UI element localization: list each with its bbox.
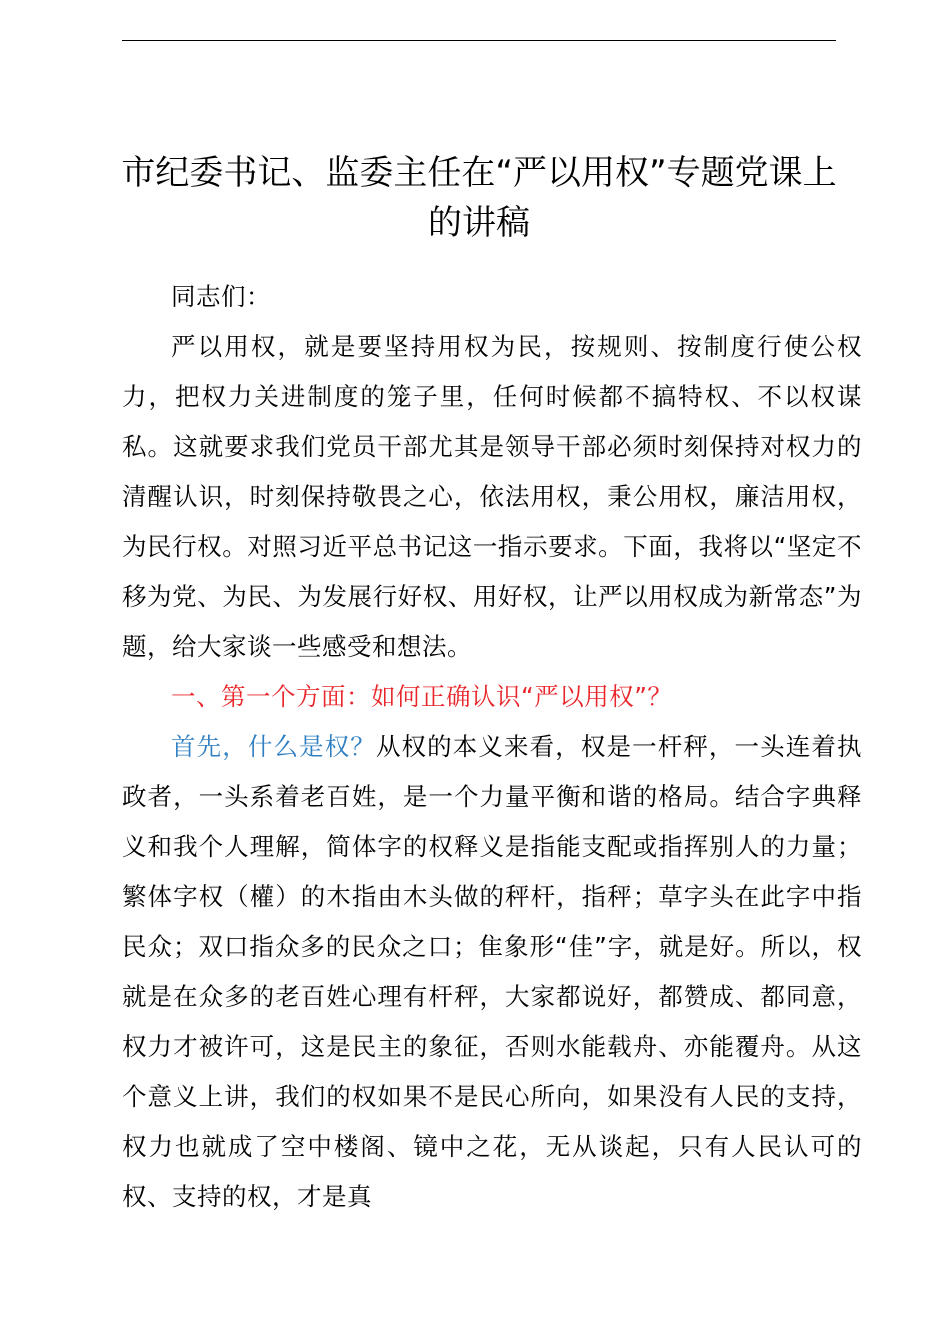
document-body [122,272,862,1222]
paragraph-1: 严以用权，就是要坚持用权为民，按规则、按制度行使公权力，把权力关进制度的笼子里，任何时候都不搞特权、不以权谋私。这就要求我们党员干部尤其是领导干部必须时刻保持对权力的清醒认识，时刻保持敬畏之心，依法用权，秉公用权，廉洁用权，为民行权。对照习近平总书记这一指示要求。下面，我将以“坚定不移为党、为民、为发展行好权、用好权，让严以用权成为新常态”为题，给大家谈一些感受和想法。 [122,332,862,661]
section-1-heading: 一、第一个方面：如何正确认识“严以用权”？ [171,682,673,711]
paragraph-2 [122,722,862,1222]
paragraph-2-lead: 首先，什么是权？ [171,732,376,761]
document-title: 市纪委书记、监委主任在“严以用权”专题党课上的讲稿 [121,153,837,243]
salutation: 同志们： [171,282,271,311]
header-rule [122,40,836,41]
paragraph-2-body: 从权的本义来看，权是一杆秤，一头连着执政者，一头系着老百姓，是一个力量平衡和谐的格局。结合字典释义和我个人理解，简体字的权释义是指能支配或指挥别人的力量；繁体字权（權）的木指由木头做的秤杆，指秤；草字头在此字中指民众；双口指众多的民众之口；隹象形“佳”字，就是好。所以，权就是在众多的老百姓心理有杆秤，大家都说好，都赞成、都同意，权力才被许可，这是民主的象征，否则水能载舟、亦能覆舟。从这个意义上讲，我们的权如果不是民心所向，如果没有人民的支持，权力也就成了空中楼阁、镜中之花，无从谈起，只有人民认可的权、支持的权，才是真 [122,732,863,1211]
